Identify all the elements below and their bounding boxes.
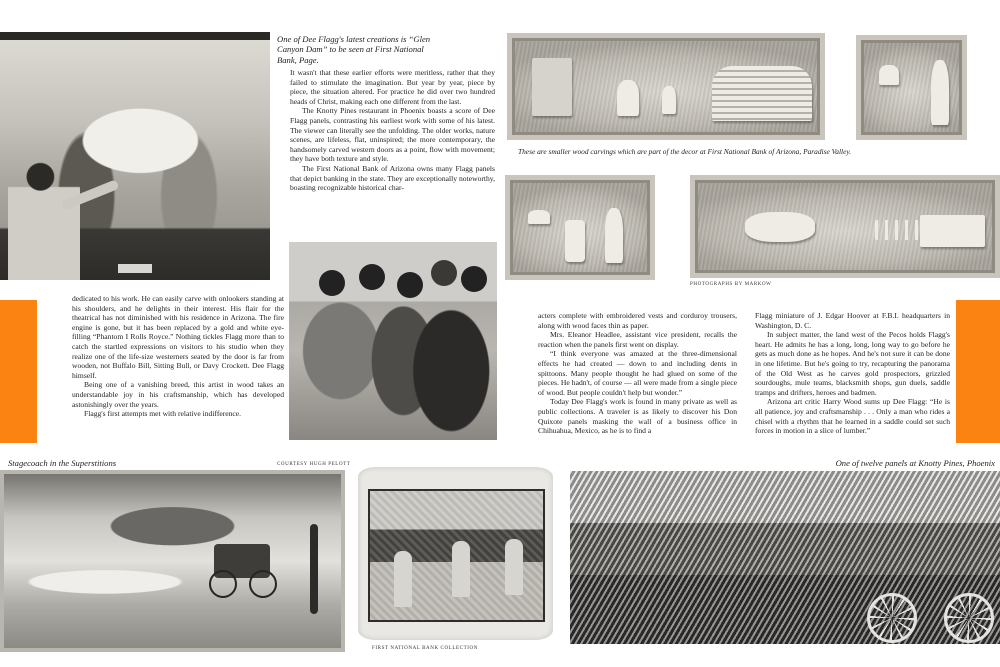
figure-child xyxy=(662,86,676,114)
wagon-wheel xyxy=(867,593,917,643)
credit-stagecoach: COURTESY HUGH PELOTT xyxy=(277,462,351,467)
plaque xyxy=(118,264,152,273)
person-head xyxy=(461,266,487,292)
carving-archer xyxy=(856,35,967,140)
figure-weaver xyxy=(617,80,639,116)
caption-stagecoach: Stagecoach in the Superstitions xyxy=(8,458,117,468)
carving-loom-cabin xyxy=(507,33,825,140)
wheel xyxy=(249,570,277,598)
fence xyxy=(875,220,925,240)
accent-bar-left xyxy=(0,300,37,443)
paragraph: Being one of a vanishing breed, this artist in wood takes an understandable joy in his craftsmanship, which has developed astonishingly over the years. xyxy=(72,380,284,409)
carving-knotty-pines-mule-team xyxy=(570,471,1000,644)
carving-hunter xyxy=(505,175,655,280)
archer xyxy=(931,60,949,125)
caption-knotty-pines: One of twelve panels at Knotty Pines, Phoenix xyxy=(835,458,995,468)
article-column-right xyxy=(755,311,950,436)
person-head xyxy=(397,272,423,298)
article-column-middle xyxy=(538,311,737,436)
credit-bank: FIRST NATIONAL BANK COLLECTION xyxy=(372,646,478,651)
person-head xyxy=(319,270,345,296)
person-head xyxy=(359,264,385,290)
clerk xyxy=(505,539,523,595)
article-column-left xyxy=(72,294,284,419)
paragraph: Today Dee Flagg's work is found in many private as well as public collections. A traveler is as likely to discover his Don Quixote panels masking the wall of a business office in Chihuahua, Mexico, as he is to find a xyxy=(538,397,737,436)
wheel xyxy=(209,570,237,598)
paragraph: dedicated to his work. He can easily carve with onlookers standing at his shoulders, and he delights in their interest. His flair for the theatrical has not diminished with his residence in Arizona. The fire engine is gone, but it has been replaced by a gold and white eye-filling “Phantom I Rolls Royce.” Nothing tickles Flagg more than to catch the startled expressions on visitors to his studio when they realize one of the life-size westerners seated by the door is far from wooden, not Buffalo Bill, Sitting Bull, or Davy Crockett. Dee Flagg himself. xyxy=(72,294,284,380)
paragraph: Arizona art critic Harry Wood sums up Dee Flagg: “He is all patience, joy and craftsmanship . . . Only a man who rides a chisel with a rhythm that he learned in a saddle could set such forces in motion in a slice of lumber.” xyxy=(755,397,950,436)
paragraph: The First National Bank of Arizona owns many Flagg panels that depict banking in the state. They are exceptionally noteworthy, boasting recognizable historical char- xyxy=(290,163,495,193)
paragraph: Flagg's first attempts met with relative indifference. xyxy=(84,409,242,419)
accent-bar-right xyxy=(956,300,1000,443)
photo-group-seated xyxy=(289,242,497,440)
caption-small-carvings: These are smaller wood carvings which are part of the decor at First National Bank of Arizona, Paradise Valley. xyxy=(518,147,852,156)
paragraph: acters complete with embroidered vests and corduroy trousers, along with wood faces thin as paper. xyxy=(538,311,737,330)
carving-stagecoach xyxy=(0,470,345,652)
horse-rider xyxy=(745,212,815,242)
person-head xyxy=(431,260,457,286)
credit-carvings: PHOTOGRAPHS BY MARKOW xyxy=(690,282,772,287)
paragraph: Flagg miniature of J. Edgar Hoover at F.B.I. headquarters in Washington, D. C. xyxy=(755,311,950,330)
standing-man xyxy=(452,541,470,597)
buffalo xyxy=(528,210,550,224)
wagon-wheel xyxy=(944,593,994,643)
seated-man xyxy=(394,551,412,607)
caption-dam: One of Dee Flagg's latest creations is “Glen Canyon Dam” to be seen at First National Bank, Page. xyxy=(277,34,431,65)
paragraph: The Knotty Pines restaurant in Phoenix boasts a score of Dee Flagg panels, contrasting his earliest work with some of his latest. The viewer can literally see the unfolding. The older works, nature scenes, are lifeless, flat, uninspired; the more contemporary, the handsomely carved western doors as a point, flow with movement; they have both texture and style. xyxy=(290,106,495,164)
paragraph: It wasn't that these earlier efforts were meritless, rather that they failed to stimulate the imagination. But year by year, piece by piece, the situation altered. For practice he did over two hundred heads of Christ, making each one different from the last. xyxy=(290,68,495,106)
rock xyxy=(565,220,585,262)
carving-rider xyxy=(690,175,1000,278)
log-cabin xyxy=(712,66,812,121)
loom xyxy=(532,58,572,116)
man-figure xyxy=(8,160,80,280)
paragraph: In subject matter, the land west of the Pecos holds Flagg's heart. He admits he has a long, long, long way to go before he gets as much done as he hopes. And he's not sure it can be done in one lifetime. But he's going to try, recapturing the panorama of the Old West as he carves gold prospectors, grizzled sourdoughs, mule teams, blacksmith shops, gun duels, saddle tramps and drifters, heroes and badmen. xyxy=(755,330,950,397)
article-column-top xyxy=(290,68,495,193)
saguaro-cactus xyxy=(310,524,318,614)
hunter xyxy=(605,208,623,263)
photo-glen-canyon-dam xyxy=(0,32,270,280)
carving-bank-interior xyxy=(368,489,545,622)
paragraph: “I think everyone was amazed at the three-dimensional effects he had created — down to and including dents in spittoons. Many people thought he had glued on some of the pieces. He hadn't, of course — all were made from a single piece of wood. But people couldn't help but wonder.” xyxy=(538,349,737,397)
adobe-building xyxy=(920,215,985,247)
deer xyxy=(879,65,899,85)
paragraph: Mrs. Eleanor Headlee, assistant vice president, recalls the reaction when the panels first went on display. xyxy=(538,330,737,349)
